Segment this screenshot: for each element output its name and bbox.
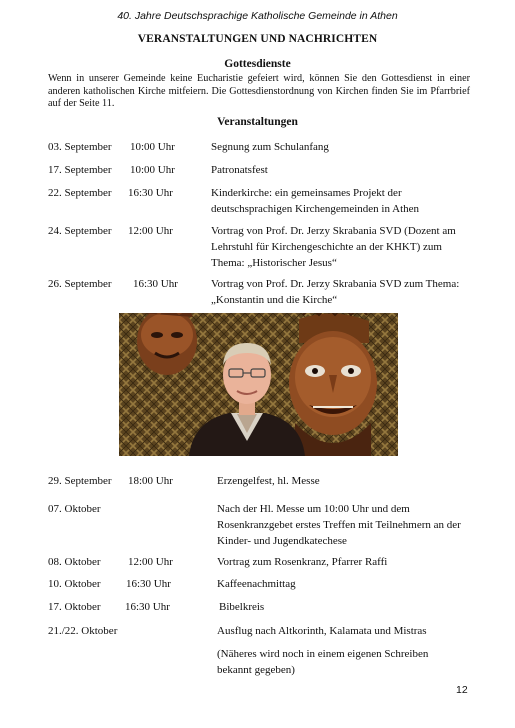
event-time: 16:30 Uhr [128, 187, 173, 199]
event-text: Vortrag zum Rosenkranz, Pfarrer Raffi [217, 556, 388, 568]
event-date: 21./22. Oktober [48, 625, 118, 637]
event-text: Vortrag von Prof. Dr. Jerzy Skrabania SVD (Dozent am Lehrstuhl für Kirchengeschichte an der KHKT) zum Thema: „Historischer Jesus“ [211, 225, 456, 269]
event-time: 16:30 Uhr [125, 601, 170, 613]
event-date: 24. September [48, 225, 112, 237]
event-date: 08. Oktober [48, 556, 101, 568]
event-date: 17. September [48, 164, 112, 176]
running-header: 40. Jahre Deutschsprachige Katholische Gemeinde in Athen [117, 10, 398, 22]
event-text: Bibelkreis [219, 601, 265, 613]
event-photo [119, 313, 398, 456]
veranstaltungen-heading: Veranstaltungen [217, 116, 298, 128]
right-mask [289, 313, 377, 456]
event-text: Nach der Hl. Messe um 10:00 Uhr und dem Rosenkranzgebet erstes Treffen mit Teilnehmern an der Kinder- und Jugendkatechese [217, 503, 461, 547]
event-time: 10:00 Uhr [130, 164, 175, 176]
event-date: 03. September [48, 141, 112, 153]
event-text: Kaffeenachmittag [217, 578, 296, 590]
page-number: 12 [456, 684, 468, 696]
event-text: Patronatsfest [211, 164, 268, 176]
page-title: VERANSTALTUNGEN UND NACHRICHTEN [137, 33, 378, 45]
event-text: Erzengelfest, hl. Messe [217, 475, 320, 487]
event-time: 12:00 Uhr [128, 556, 173, 568]
event-date: 10. Oktober [48, 578, 101, 590]
event-text: Kinderkirche: ein gemeinsames Projekt der deutschsprachigen Kirchengemeinden in Athen [211, 187, 420, 215]
event-text: Vortrag von Prof. Dr. Jerzy Skrabania SVD zum Thema: „Konstantin und die Kirche“ [211, 278, 460, 306]
gottesdienste-heading: Gottesdienste [224, 58, 291, 70]
event-note-text: (Näheres wird noch in einem eigenen Schreiben bekannt gegeben) [217, 648, 429, 676]
gottesdienste-text: Wenn in unserer Gemeinde keine Eucharistie gefeiert wird, können Sie den Gottesdienst in einer anderen katholischen Kirche mitfeiern. Die Gottesdienstordnung von Kirchen finden Sie im Pfarrbrief auf der Seite 11. [48, 73, 470, 110]
event-date: 07. Oktober [48, 503, 101, 515]
event-date: 17. Oktober [48, 601, 101, 613]
event-date: 29. September [48, 475, 112, 487]
event-date: 22. September [48, 187, 112, 199]
event-time: 12:00 Uhr [128, 225, 173, 237]
event-time: 10:00 Uhr [130, 141, 175, 153]
event-text: Ausflug nach Altkorinth, Kalamata und Mistras [217, 625, 427, 637]
event-date: 26. September [48, 278, 112, 290]
event-time: 16:30 Uhr [126, 578, 171, 590]
event-time: 18:00 Uhr [128, 475, 173, 487]
event-time: 16:30 Uhr [133, 278, 178, 290]
speaker-with-masks-image [119, 313, 398, 456]
event-text: Segnung zum Schulanfang [211, 141, 329, 153]
